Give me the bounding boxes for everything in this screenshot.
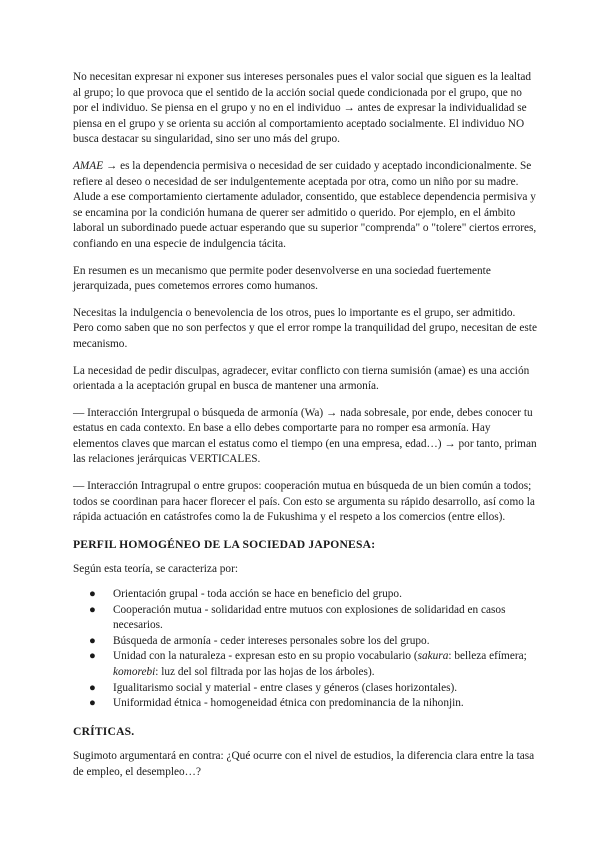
paragraph-indulgence: Necesitas la indulgencia o benevolencia de los otros, pues lo importante es el grupo, ser admitido. Pero como saben que no son perfectos y que el error rompe la tranquilidad del grupo, necesitan de este mecanismo.: [73, 306, 537, 350]
list-item: ● Unidad con la naturaleza - expresan esto en su propio vocabulario (sakura: belleza efímera; komorebi: luz del sol filtrada por las hojas de los árboles).: [89, 650, 527, 678]
paragraph-sugimoto: Sugimoto argumentará en contra: ¿Qué ocurre con el nivel de estudios, la diferencia clara entre la tasa de empleo, el desempleo…?: [73, 750, 535, 778]
list-item: ● Orientación grupal - toda acción se hace en beneficio del grupo.: [113, 587, 538, 603]
paragraph-apology: La necesidad de pedir disculpas, agradecer, evitar conflicto con tierna sumisión (amae) es una acción orientada a la aceptación grupal en busca de mantener una armonía.: [73, 364, 530, 393]
list-item: ● Cooperación mutua - solidaridad entre mutuos con explosiones de solidaridad en casos necesarios.: [89, 603, 506, 632]
section-heading-criticism: CRÍTICAS.: [73, 724, 135, 738]
paragraph-group-loyalty: No necesitan expresar ni exponer sus intereses personales pues el valor social que siguen es la lealtad al grupo; lo que provoca que el sentido de la acción social quede condicionada por el grupo, que no por el individuo. Se piensa en el grupo y no en el individuo → antes de expresar la individualidad se piensa en el grupo y se orienta su acción al comportamiento aceptado socialmente. El individuo NO busca destacar su singularidad, sino ser uno más del grupo.: [73, 71, 531, 146]
term-komorebi: komorebi: [113, 666, 156, 678]
section-intro: Según esta teoría, se caracteriza por:: [73, 563, 238, 576]
amae-definition: → es la dependencia permisiva o necesidad de ser cuidado y aceptado incondicionalmente. Se refiere al deseo o necesidad de ser indulgentemente aceptada por otra, como un niño por su madre. Alude a ese comportamiento ciertamente adulador, consentido, que establece dependencia permisiva y se encamina por la condición humana de querer ser admitido o querido. Por ejemplo, en el ámbito laboral un subordinado puede actuar esperando que su superior "comprenda" o "tolere" ciertos errores, confiando en una especie de indulgencia tácita.: [73, 159, 537, 250]
bullet-icon: ●: [89, 697, 96, 710]
bullet-icon: ●: [89, 681, 96, 694]
amae-term: AMAE: [73, 159, 104, 172]
bullet-icon: ●: [89, 650, 96, 663]
list-item: ● Igualitarismo social y material - entre clases y géneros (clases horizontales).: [113, 681, 538, 697]
list-item: ● Búsqueda de armonía - ceder intereses personales sobre los del grupo.: [113, 634, 538, 650]
list-item: ● Uniformidad étnica - homogeneidad étnica con predominancia de la nihonjin.: [113, 696, 538, 712]
bullet-icon: ●: [89, 603, 96, 616]
section-heading-profile: PERFIL HOMOGÉNEO DE LA SOCIEDAD JAPONESA:: [73, 537, 376, 551]
paragraph-intragroup: — Interacción Intragrupal o entre grupos: cooperación mutua en búsqueda de un bien común a todos; todos se coordinan para hacer florecer el país. Con esto se argumenta su rápido desarrollo, así como la rápida actuación en catástrofes como la de Fukushima y el respeto a los comercios (entre ellos).: [73, 480, 535, 524]
paragraph-intergroup: — Interacción Intergrupal o búsqueda de armonía (Wa) → nada sobresale, por ende, debes conocer tu estatus en cada contexto. En base a ello debes comportarte para no romper esa armonía. Hay elementos claves que marcan el estatus como el tiempo (en una empresa, edad…) → por tanto, priman las relaciones jerárquicas VERTICALES.: [73, 406, 537, 466]
term-sakura: sakura: [417, 650, 449, 663]
bullet-icon: ●: [89, 588, 96, 601]
paragraph-amae: [73, 159, 538, 253]
characteristics-list: [73, 587, 538, 712]
paragraph-summary: En resumen es un mecanismo que permite poder desenvolverse en una sociedad fuertemente jerarquizada, pues cometemos errores como humanos.: [73, 264, 491, 293]
bullet-icon: ●: [89, 634, 96, 647]
